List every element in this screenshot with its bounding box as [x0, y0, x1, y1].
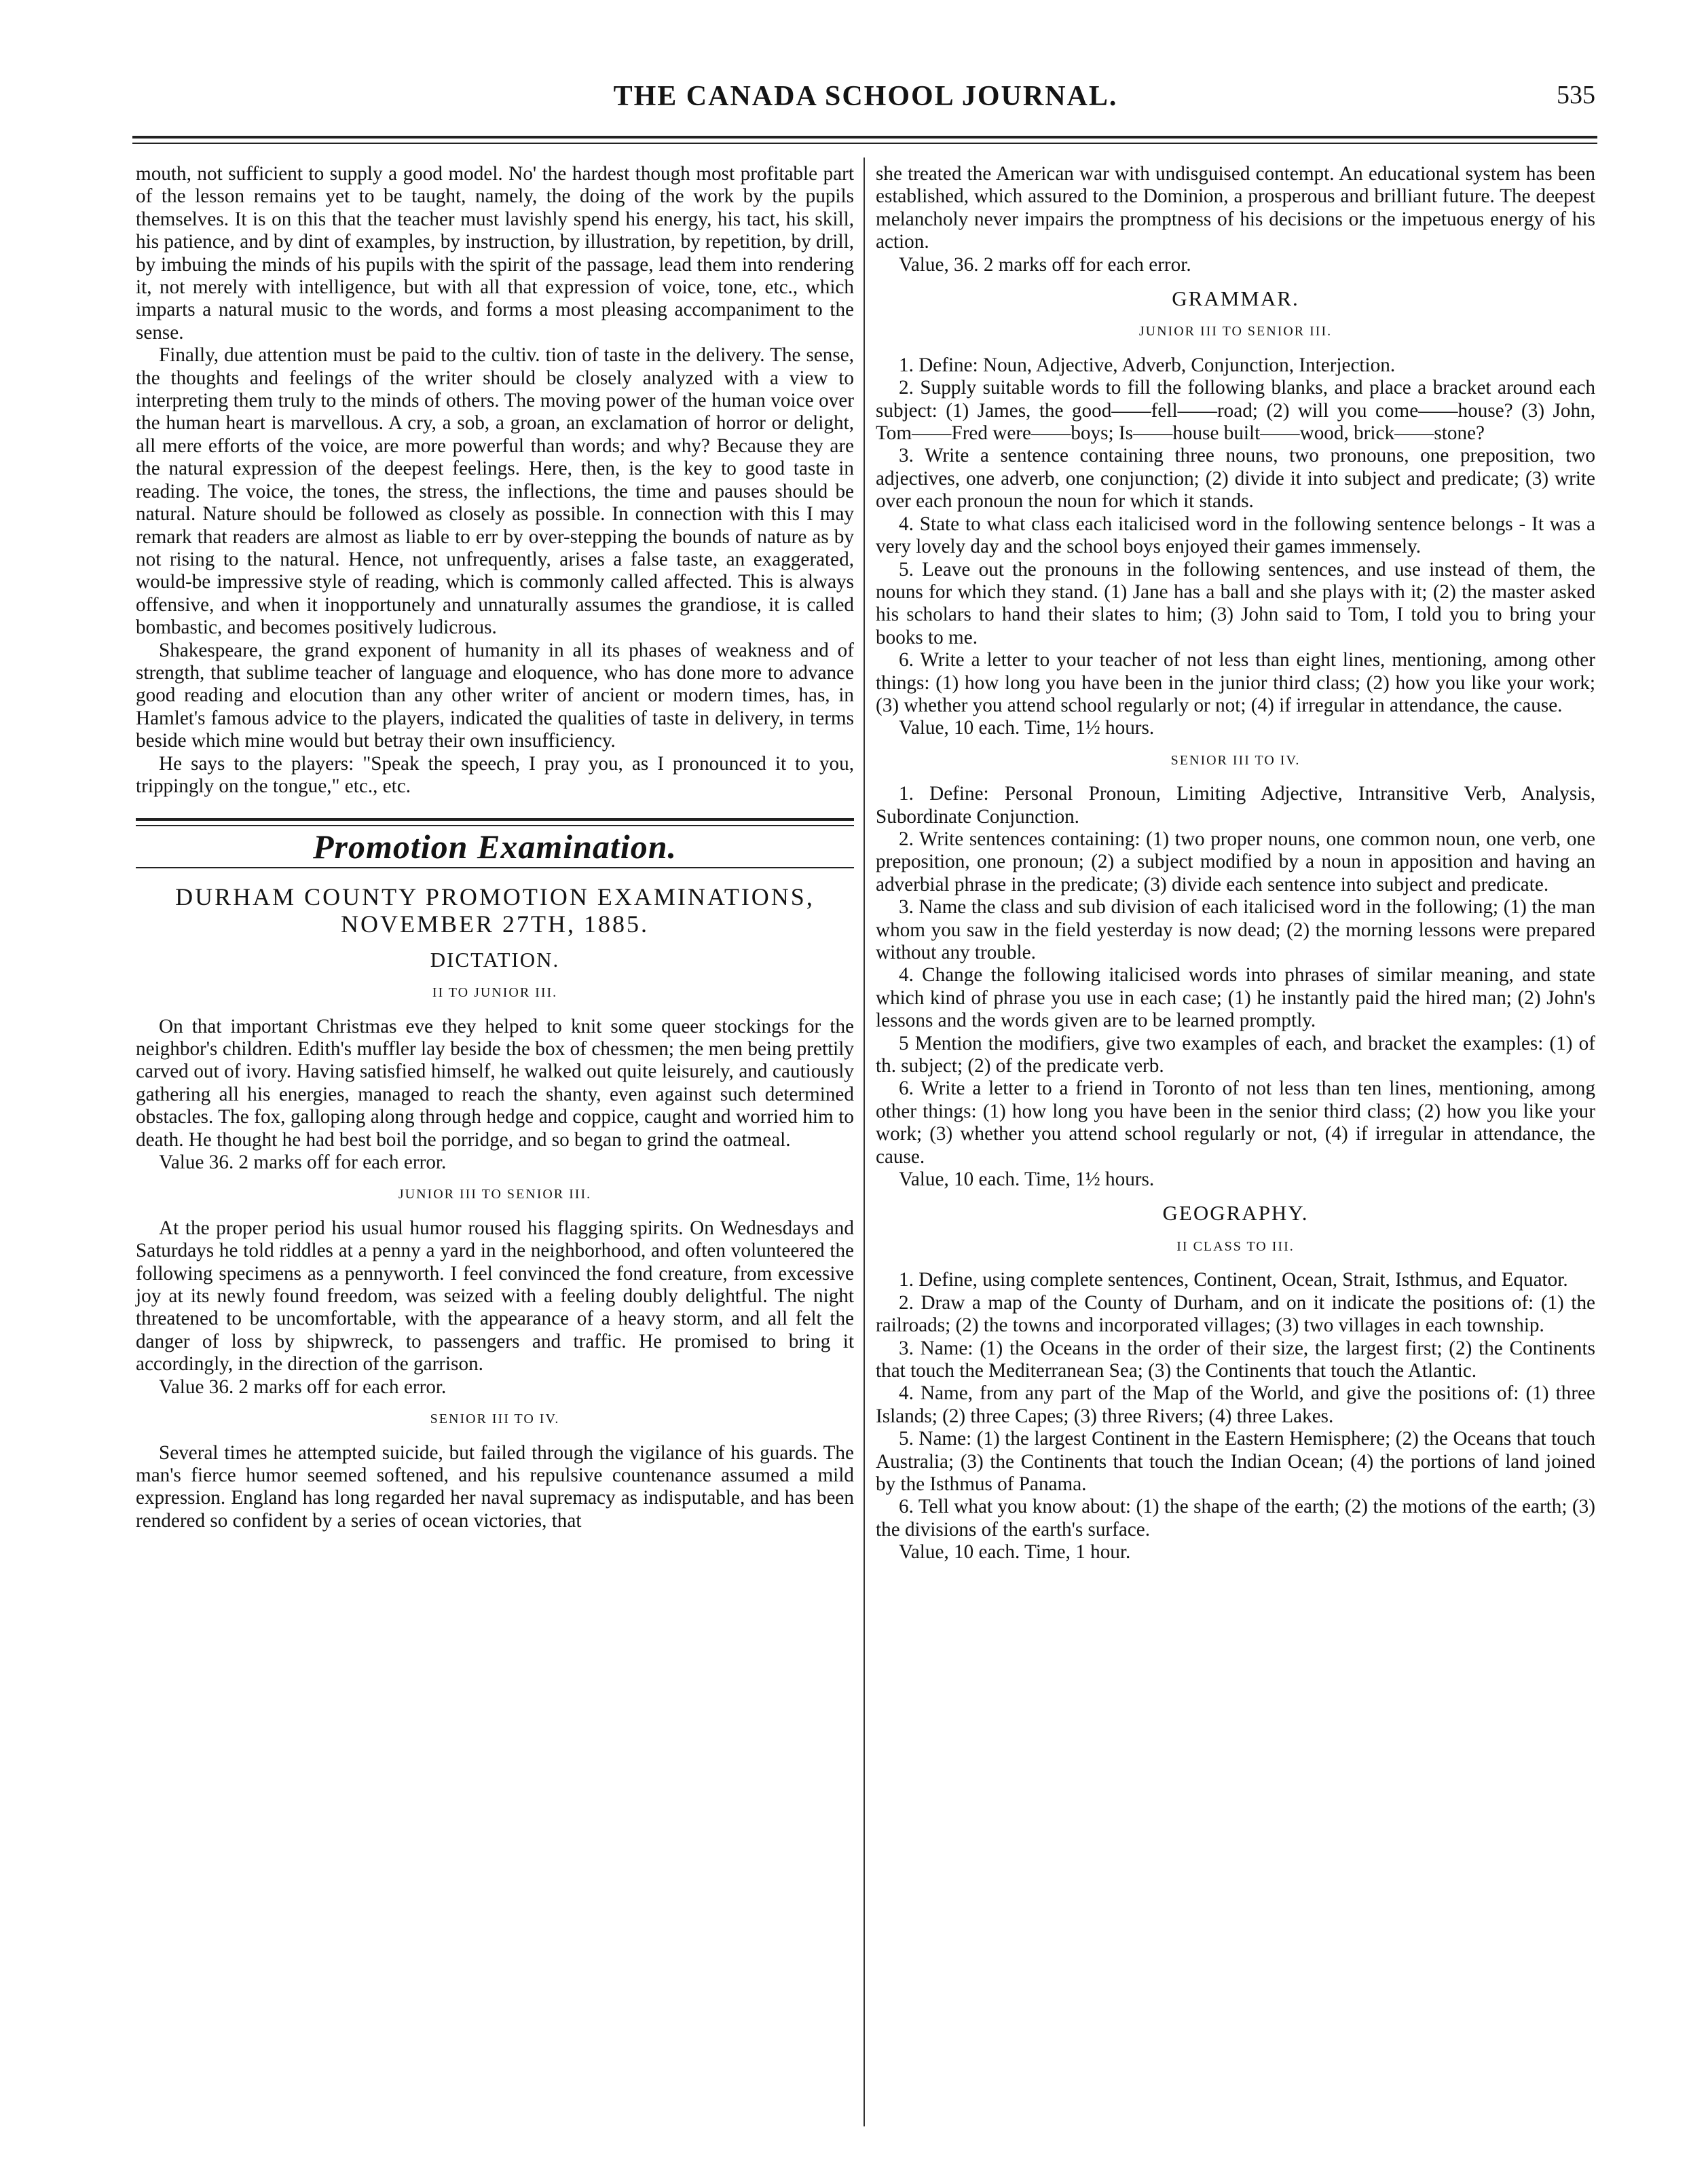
value-note: Value, 10 each. Time, 1 hour. [899, 1541, 1131, 1564]
column-divider [864, 158, 865, 2126]
header-rule-thin [132, 143, 1597, 144]
class-heading: II CLASS TO III. [1176, 1238, 1295, 1254]
dictation-heading: DICTATION. [430, 947, 560, 972]
section-rule [136, 818, 854, 826]
section-title: Promotion Examination. [312, 828, 677, 866]
question: 6. Tell what you know about: (1) the shape of the earth; (2) the motions of the earth; (3) the divisions of the earth's surface. [876, 1496, 1595, 1540]
journal-title: THE CANADA SCHOOL JOURNAL. [613, 81, 1118, 112]
paragraph: He says to the players: "Speak the speech, I pray you, as I pronounced it to you, trippingly on the tongue," etc., etc. [136, 752, 854, 797]
value-note: Value, 10 each. Time, 1½ hours. [899, 1168, 1155, 1191]
left-column [136, 163, 854, 1532]
value-note: Value, 36. 2 marks off for each error. [899, 253, 1191, 276]
header-rule [132, 136, 1597, 139]
paragraph: Finally, due attention must be paid to the cultiv. tion of taste in the delivery. The sense, the thoughts and feelings of the writer should be closely analyzed with a view to interpreting them truly to the minds of others. The moving power of the human voice over the human heart is marvellous. A cry, a sob, a groan, an exclamation of horror or delight, all mere efforts of the voice, are more powerful than words; and why? Because they are the natural expression of the deepest feelings. Here, then, is the key to good taste in reading. The voice, the tones, the stress, the inflections, the time and pauses should be natural. Nature should be followed as closely as possible. In connection with this I may remark that readers are almost as liable to err by over-stepping the bounds of nature as by not rising to the natural. Hence, not unfrequently, arises a false taste, an exaggerated, would-be impressive style of reading, which is commonly called affected. This is always offensive, and when it inopportunely and unnaturally assumes the grandiose, it is called bombastic, and becomes positively ludicrous. [136, 344, 854, 639]
question: 5. Name: (1) the largest Continent in the Eastern Hemisphere; (2) the Oceans that touch Australia; (3) the Continents that touch the Indian Ocean; (4) the portions of land joined by the Isthmus of Panama. [876, 1428, 1595, 1495]
value-note: Value 36. 2 marks off for each error. [159, 1151, 447, 1174]
page-number: 535 [1557, 81, 1595, 109]
question: 3. Name the class and sub division of each italicised word in the following; (1) the man whom you saw in the field yesterday is now dead; (2) the morning lessons were prepared without any trouble. [876, 896, 1595, 963]
question: 3. Name: (1) the Oceans in the order of their size, the largest first; (2) the Continents that touch the Mediterranean Sea; (3) the Continents that touch the Atlantic. [876, 1337, 1595, 1382]
value-note: Value 36. 2 marks off for each error. [159, 1376, 447, 1398]
page-header [136, 80, 1595, 134]
paragraph: mouth, not sufficient to supply a good model. No' the hardest though most profitable part of the lesson remains yet to be taught, namely, the doing of the work by the pupils themselves. It is on this that the teacher must lavishly spend his energy, his tact, his skill, his patience, and by dint of examples, by instruction, by illustration, by repetition, by drill, by imbuing the minds of his pupils with the spirit of the passage, lead them into rendering it, not merely with intelligence, but with all that expression of voice, tone, etc., which imparts a natural music to the words, and forms a most pleasing accompaniment to the sense. [136, 163, 854, 344]
question: 2. Draw a map of the County of Durham, and on it indicate the positions of: (1) the railroads; (2) the towns and incorporated villages; (3) two villages in each township. [876, 1291, 1595, 1337]
question: 6. Write a letter to your teacher of not less than eight lines, mentioning, among other things: (1) how long you have been in the junior third class; (2) how you like your work; (3) whether you attend school regularly or not; (4) if irregular in attendance, the cause. [876, 649, 1595, 716]
question: 1. Define: Noun, Adjective, Adverb, Conjunction, Interjection. [899, 354, 1396, 376]
question: 3. Write a sentence containing three nouns, two pronouns, one preposition, two adjectives, one adverb, one conjunction; (2) divide it into subject and predicate; (3) write over each pronoun the noun for which it stands. [876, 445, 1595, 513]
right-column [876, 163, 1595, 1564]
grammar-heading: GRAMMAR. [1172, 287, 1299, 311]
dictation-passage: she treated the American war with undisguised contempt. An educational system has been established, which assured to the Dominion, a prosperous and brilliant future. The deepest melancholy never impairs the promptness of his decisions or the impetuous energy of his action. [876, 163, 1595, 253]
section-title-rule [136, 867, 854, 868]
question: 4. Change the following italicised words into phrases of similar meaning, and state which kind of phrase you use in each case; (1) he instantly paid the hired man; (2) John's lessons and the words given are to be learned promptly. [876, 964, 1595, 1032]
question: 2. Supply suitable words to fill the following blanks, and place a bracket around each subject: (1) James, the good——fell——road; (2) will you come——house? (3) John, Tom——Fred were——boys; Is——house built——wood, brick——stone? [876, 377, 1595, 445]
question: 5 Mention the modifiers, give two examples of each, and bracket the examples: (1) of th. subject; (2) of the predicate verb. [876, 1032, 1595, 1077]
class-heading: JUNIOR III TO SENIOR III. [1138, 324, 1333, 339]
dictation-passage: On that important Christmas eve they helped to knit some queer stockings for the neighbor's children. Edith's muffler lay beside the box of chessmen; the men being prettily carved out of ivory. Having satisfied himself, he walked out quite leisurely, and cautiously gathering all his energies, managed to reach the shanty, even against such determined obstacles. The fox, galloping along through hedge and coppice, caught and worried him to death. He thought he had best boil the porridge, and so began to grind the oatmeal. [136, 1015, 854, 1151]
class-heading: II TO JUNIOR III. [432, 985, 558, 1001]
dictation-passage: At the proper period his usual humor roused his flagging spirits. On Wednesdays and Saturdays he told riddles at a penny a yard in the neighborhood, and often volunteered the following specimens as a pennyworth. I feel convinced the fond creature, from excessive joy at its newly found freedom, was seized with a feeling doubly delightful. The night threatened to be uncomfortable, with the appearance of a heavy storm, and all felt the danger of loss by shipwreck, to passengers and traffic. He promised to bring it accordingly, in the direction of the garrison. [136, 1217, 854, 1376]
value-note: Value, 10 each. Time, 1½ hours. [899, 717, 1155, 739]
question: 1. Define: Personal Pronoun, Limiting Adjective, Intransitive Verb, Analysis, Subordinate Conjunction. [876, 783, 1595, 828]
question: 4. Name, from any part of the Map of the World, and give the positions of: (1) three Islands; (2) three Capes; (3) three Rivers; (4) three Lakes. [876, 1382, 1595, 1427]
exam-title: DURHAM COUNTY PROMOTION EXAMINATIONS, NOVEMBER 27TH, 1885. [175, 883, 815, 938]
geography-heading: GEOGRAPHY. [1162, 1201, 1309, 1225]
question: 6. Write a letter to a friend in Toronto of not less than ten lines, mentioning, among other things: (1) how long you have been in the senior third class; (2) how you like your work; (3) whether you attend school regularly or not, (4) if irregular in attendance, the cause. [876, 1077, 1595, 1168]
class-heading: JUNIOR III TO SENIOR III. [398, 1187, 592, 1202]
question: 5. Leave out the pronouns in the following sentences, and use instead of them, the nouns for which they stand. (1) Jane has a ball and she plays with it; (2) the master asked his scholars to hand their slates to him; (3) John said to Tom, I told you to bring your books to me. [876, 558, 1595, 648]
dictation-passage: Several times he attempted suicide, but failed through the vigilance of his guards. The man's fierce humor seemed softened, and his repulsive countenance assumed a mild expression. England has long regarded her naval supremacy as indisputable, and has been rendered so confident by a series of ocean victories, that [136, 1441, 854, 1532]
question: 1. Define, using complete sentences, Continent, Ocean, Strait, Isthmus, and Equator. [899, 1269, 1568, 1291]
class-heading: SENIOR III TO IV. [430, 1411, 560, 1427]
question: 2. Write sentences containing: (1) two proper nouns, one common noun, one verb, one preposition, one pronoun; (2) a subject modified by a noun in apposition and having an adverbial phrase in the predicate; (3) divide each sentence into subject and predicate. [876, 828, 1595, 896]
paragraph: Shakespeare, the grand exponent of humanity in all its phases of weakness and of strength, that sublime teacher of language and eloquence, who has done more to advance good reading and elocution than any other writer of ancient or modern times, has, in Hamlet's famous advice to the players, indicated the qualities of taste in delivery, in terms beside which mine would but betray their own insufficiency. [136, 639, 854, 752]
question: 4. State to what class each italicised word in the following sentence belongs - It was a very lovely day and the school boys enjoyed their games immensely. [876, 513, 1595, 558]
class-heading: SENIOR III TO IV. [1170, 752, 1301, 768]
